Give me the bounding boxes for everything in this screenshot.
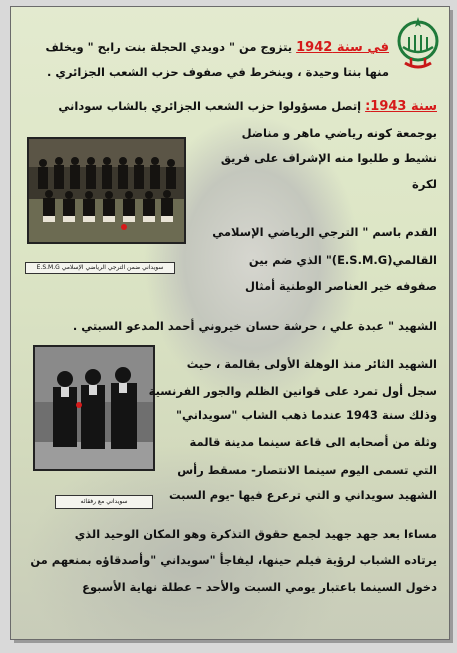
friends-photo <box>33 345 155 471</box>
line-1-text: يتزوج من " دويدي الحجلة بنت رابح " ويخلف <box>45 40 297 54</box>
line-19: دخول السينما باعتبار يومي السبت والأحد – عطلة نهاية الأسبوع <box>82 580 437 594</box>
line-7: القدم باسم " الترجي الرياضي الإسلامي <box>212 225 437 239</box>
line-15: التي تسمى اليوم سينما الانتصار- مسقط رأس <box>177 463 437 477</box>
line-16: الشهيد سويداني و التي ترعرع فيها -يوم السبت <box>168 488 437 502</box>
line-13: وذلك سنة 1943 عندما ذهب الشاب "سويداني" <box>176 408 437 422</box>
team-photo-caption: سويداني ضمن الترجي الرياضي الإسلامي E.S.M.G <box>25 262 175 274</box>
line-5: نشيط و طلبوا منه الإشراف على فريق <box>220 151 437 165</box>
team-photo <box>27 137 186 244</box>
line-18: يرتاده الشباب لرؤية فيلم حينها، ليفاجأ "سويداني "وأصدقاؤه بمنعهم من <box>30 553 437 567</box>
document-page <box>10 6 450 640</box>
year-1943: سنة 1943: <box>365 99 437 114</box>
line-1 <box>45 40 389 55</box>
line-3 <box>58 99 437 114</box>
line-17: مساءا بعد جهد جهيد لجمع حقوق التذكرة وهو المكان الوحيد الذي <box>74 527 437 541</box>
emblem-logo <box>397 13 439 73</box>
line-8: القالمي(E.S.M.G)" الذي ضم بين <box>248 253 437 267</box>
line-14: وثلة من أصحابه الى قاعة سينما مدينة قالمة <box>189 435 437 449</box>
line-9: صفوفه خير العناصر الوطنية أمثال <box>244 279 437 293</box>
year-1942: في سنة 1942 <box>296 40 389 55</box>
line-4: بوجمعة كونه رياضي ماهر و مناضل <box>241 126 437 140</box>
line-10: الشهيد " عبدة علي ، حرشة حسان خيروني أحمد المدعو السبتي . <box>72 319 437 333</box>
line-11: الشهيد الثائر منذ الوهلة الأولى بقالمة ، حيث <box>186 357 437 371</box>
line-3-text: إتصل مسؤولوا حزب الشعب الجزائري بالشاب سوداني <box>58 99 366 113</box>
line-12: سجل أول تمرد على قوانين الظلم والجور الفرنسية <box>148 384 437 398</box>
friends-photo-caption: سويداني مع رفقائه <box>55 495 153 509</box>
line-2: منها بنتا وحيدة ، وينخرط في صفوف حزب الشعب الجزائري . <box>46 65 389 79</box>
line-6: لكرة <box>412 177 437 191</box>
